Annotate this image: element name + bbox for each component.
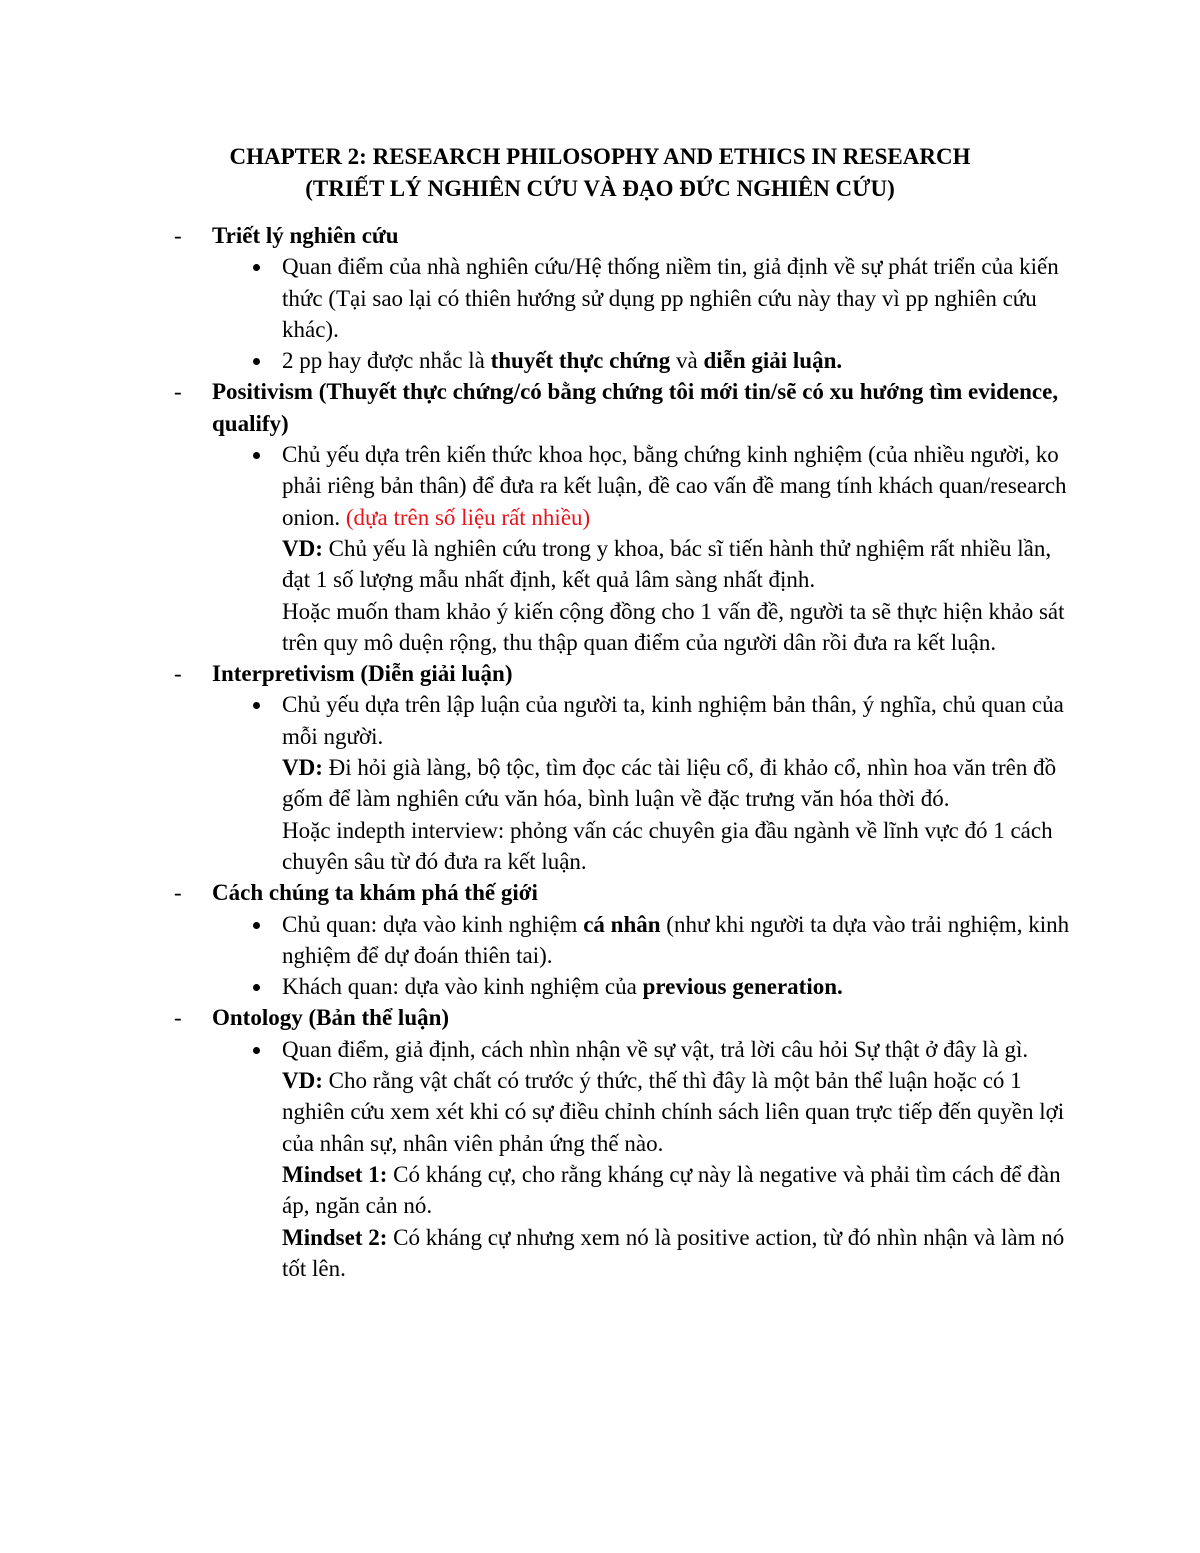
section-title: Triết lý nghiên cứu <box>212 223 399 248</box>
bullet-text: Chủ yếu dựa trên lập luận của người ta, kinh nghiệm bản thân, ý nghĩa, chủ quan của mỗi người. <box>282 692 1064 749</box>
section-ontology <box>174 1002 1074 1033</box>
example-label: VD: <box>282 535 323 561</box>
text-run: Chủ yếu dựa trên kiến thức khoa học, bằng chứng kinh nghiệm (của nhiều người, ko phải riêng bản thân) để đưa ra kết luận, đề cao vấn đề mang tính khách quan/research onion. <box>282 442 1067 530</box>
example-label: VD: <box>282 755 323 781</box>
bold-term: previous generation. <box>642 974 843 1000</box>
text-run: Cho rằng vật chất có trước ý thức, thế thì đây là một bản thể luận hoặc có 1 nghiên cứu xem xét khi có sự điều chỉnh chính sách liên quan trực tiếp đến quyền lợi của nhân sự, nhân viên phản ứng thế nào. <box>282 1068 1065 1156</box>
section-interpretivism <box>174 658 1074 689</box>
bullet-dot-icon <box>253 1047 260 1054</box>
chapter-subtitle: (TRIẾT LÝ NGHIÊN CỨU VÀ ĐẠO ĐỨC NGHIÊN CỨU) <box>305 176 895 201</box>
text-run: Chủ quan: dựa vào kinh nghiệm <box>282 911 584 937</box>
section-research-philosophy <box>174 220 1074 251</box>
section-exploring-world <box>174 877 1074 908</box>
example-paragraph <box>282 1065 1074 1159</box>
bullet-item <box>174 689 1074 877</box>
red-note: (dựa trên số liệu rất nhiều) <box>345 504 591 530</box>
mindset-paragraph <box>282 1159 1074 1222</box>
bullet-text <box>282 909 1074 972</box>
example-paragraph <box>282 752 1074 815</box>
document-body <box>174 220 1074 1284</box>
bullet-dot-icon <box>253 264 260 271</box>
bullet-item <box>174 251 1074 345</box>
paragraph: Hoặc indepth interview: phỏng vấn các chuyên gia đầu ngành về lĩnh vực đó 1 cách chuyên sâu từ đó đưa ra kết luận. <box>282 817 1053 874</box>
bullet-item <box>174 345 1074 376</box>
text-run: 2 pp hay được nhắc là <box>282 348 491 374</box>
bullet-text <box>282 971 1074 1002</box>
bold-term: cá nhân <box>583 911 661 937</box>
bullet-text: Quan điểm của nhà nghiên cứu/Hệ thống niềm tin, giả định về sự phát triển của kiến thức (Tại sao lại có thiên hướng sử dụng pp nghiên cứu này thay vì pp nghiên cứu khác). <box>282 254 1059 342</box>
mindset-label: Mindset 2: <box>282 1224 388 1250</box>
paragraph: Hoặc muốn tham khảo ý kiến cộng đồng cho 1 vấn đề, người ta sẽ thực hiện khảo sát trên quy mô duện rộng, thu thập quan điểm của người dân rồi đưa ra kết luận. <box>282 598 1065 655</box>
bullet-item <box>174 971 1074 1002</box>
mindset-label: Mindset 1: <box>282 1161 388 1187</box>
section-title: Ontology (Bản thể luận) <box>212 1005 450 1031</box>
text-run: Khách quan: dựa vào kinh nghiệm của <box>282 974 643 1000</box>
dash-marker: - <box>174 223 182 248</box>
bold-term: diễn giải luận. <box>703 348 843 374</box>
section-title: Positivism (Thuyết thực chứng/có bằng chứng tôi mới tin/sẽ có xu hướng tìm evidence, qualify) <box>212 379 1059 436</box>
dash-marker: - <box>174 379 182 405</box>
bullet-dot-icon <box>253 358 260 365</box>
dash-marker: - <box>174 661 182 687</box>
example-label: VD: <box>282 1068 323 1094</box>
bullet-dot-icon <box>253 702 260 709</box>
mindset-paragraph <box>282 1222 1074 1285</box>
text-run: Có kháng cự, cho rằng kháng cự này là negative và phải tìm cách để đàn áp, ngăn cản nó. <box>282 1161 1061 1219</box>
text-run: và <box>670 348 704 374</box>
text-run: Đi hỏi già làng, bộ tộc, tìm đọc các tài liệu cổ, đi khảo cổ, nhìn hoa văn trên đồ gốm để làm nghiên cứu văn hóa, bình luận về đặc trưng văn hóa thời đó. <box>282 755 1057 812</box>
bullet-text <box>282 439 1074 533</box>
section-positivism <box>174 376 1074 439</box>
text-run: Có kháng cự nhưng xem nó là positive action, từ đó nhìn nhận và làm nó tốt lên. <box>282 1224 1065 1281</box>
bold-term: thuyết thực chứng <box>490 348 671 374</box>
chapter-title: CHAPTER 2: RESEARCH PHILOSOPHY AND ETHICS IN RESEARCH <box>229 144 971 169</box>
bullet-item <box>174 1034 1074 1284</box>
text-run: Chủ yếu là nghiên cứu trong y khoa, bác sĩ tiến hành thử nghiệm rất nhiều lần, đạt 1 số lượng mẫu nhất định, kết quả lâm sàng nhất định. <box>282 535 1052 593</box>
example-paragraph <box>282 533 1074 596</box>
section-title: Interpretivism (Diễn giải luận) <box>212 661 513 687</box>
section-title: Cách chúng ta khám phá thế giới <box>212 880 538 906</box>
dash-marker: - <box>174 1005 182 1031</box>
bullet-item <box>174 909 1074 972</box>
bullet-dot-icon <box>253 452 260 459</box>
bullet-text <box>282 345 1074 376</box>
bullet-text: Quan điểm, giả định, cách nhìn nhận về sự vật, trả lời câu hỏi Sự thật ở đây là gì. <box>282 1036 1029 1062</box>
dash-marker: - <box>174 880 182 906</box>
bullet-dot-icon <box>253 922 260 929</box>
bullet-item <box>174 439 1074 658</box>
bullet-dot-icon <box>253 984 260 991</box>
text-run: (như khi người ta dựa vào trải nghiệm, kinh nghiệm để dự đoán thiên tai). <box>282 911 1070 968</box>
